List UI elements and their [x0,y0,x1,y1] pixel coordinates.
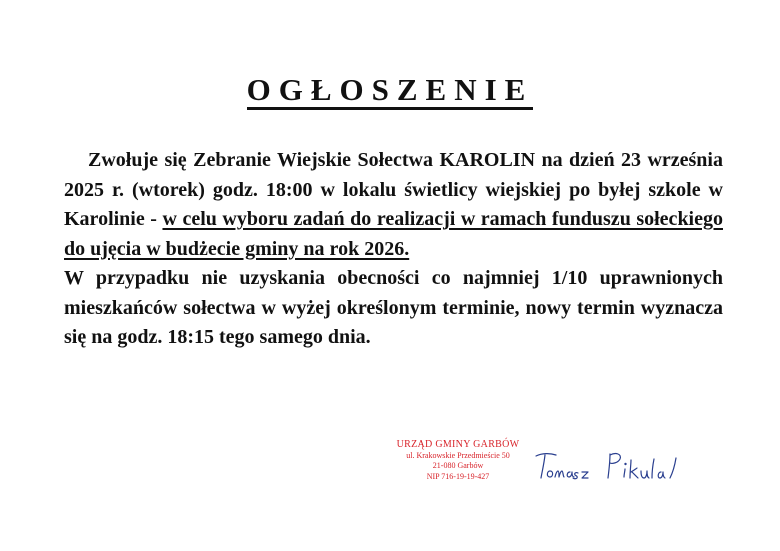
announcement-paragraph-1 [64,146,723,264]
stamp-address: ul. Krakowskie Przedmieście 50 [406,450,510,460]
stamp-nip: NIP 716-19-19-427 [426,471,490,481]
stamp-office-name: URZĄD GMINY GARBÓW [396,439,520,450]
paragraph-1-text: Zwołuje się Zebranie Wiejskie Sołectwa KAROLIN na dzień 23 września 2025 r. (wtorek) godz. 18:00 w lokalu świetlicy wiejskiej po byłej szkole w Karolinie - [64,149,723,230]
title-text: OGŁOSZENIE [247,72,534,110]
stamp-postal-code: 21-080 Garbów [432,461,484,470]
office-stamp [388,440,528,482]
page-title [0,72,780,108]
announcement-paragraph-2: W przypadku nie uzyskania obecności co najmniej 1/10 uprawnionych mieszkańców sołectwa w wyżej określonym terminie, nowy termin wyznacza się na godz. 18:15 tego samego dnia. [64,267,723,348]
announcement-body [64,146,723,353]
handwritten-signature [528,444,698,490]
paragraph-1-underlined-text: w celu wyboru zadań do realizacji w ramach funduszu sołeckiego do ujęcia w budżecie gminy na rok 2026. [64,208,723,260]
